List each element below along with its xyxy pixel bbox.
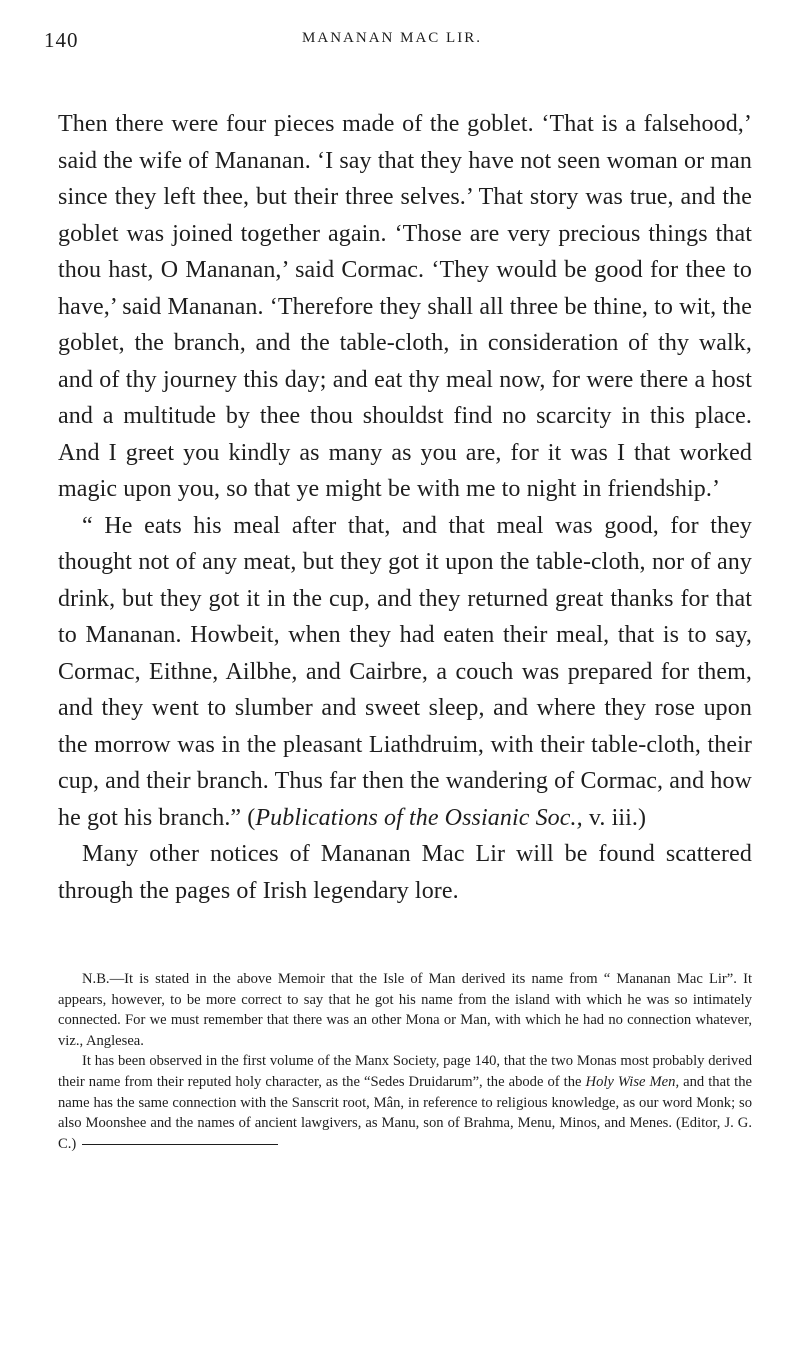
running-title: MANANAN MAC LIR. [302,30,482,46]
main-text [58,106,752,909]
closing-rule [82,1144,278,1145]
editor-note [58,969,752,1154]
note-italic-phrase: Holy Wise Men, [585,1073,680,1090]
paragraph-meal [58,508,752,837]
page-number: 140 [44,28,79,52]
source-citation: Publications of the Ossianic Soc., [255,804,583,831]
running-head [44,28,740,56]
source-volume: v. iii.) [582,804,647,831]
note-paragraph-monas [58,1051,752,1154]
paragraph-notices: Many other notices of Mananan Mac Lir will be found scattered through the pages of Irish legendary lore. [58,841,752,904]
note-text-b: and that the name has the same connection with the Sanscrit root, Mân, in reference to religious knowledge, as our word Monk; so also Moonshee and the names of ancient lawgivers, as Manu, son of Brahma, Menu, Minos, and Menes. (Editor, J. G. C.) [58,1073,752,1152]
paragraph-goblet: Then there were four pieces made of the goblet. ‘That is a falsehood,’ said the wife of Mananan. ‘I say that they have not seen woman or man since they left thee, but their three selves.’ That story was true, and the goblet was joined together again. ‘Those are very precious things that thou hast, O Mananan,’ said Cormac. ‘They would be good for thee to have,’ said Mananan. ‘Therefore they shall all three be thine, to wit, the goblet, the branch, and the table-cloth, in consideration of thy walk, and of thy journey this day; and eat thy meal now, for were there a host and a multitude by thee thou shouldst find no scarcity in this place. And I greet you kindly as many as you are, for it was I that worked magic upon you, so that ye might be with me to night in friendship.’ [58,111,752,502]
note-paragraph-name: N.B.—It is stated in the above Memoir that the Isle of Man derived its name from “ Mananan Mac Lir”. It appears, however, to be more correct to say that he got his name from the island with which he was so intimately connected. For we must remember that there was an other Mona or Man, with which he had no connection whatever, viz., Anglesea. [58,971,752,1049]
note-text-a: It has been observed in the first volume of the Manx Society, page 140, that the two Monas most probably derived their name from their reputed holy character, as the “Sedes Druidarum”, the abode of the [58,1053,752,1090]
paragraph-meal-text: “ He eats his meal after that, and that meal was good, for they thought not of any meat, but they got it upon the table-cloth, nor of any drink, but they got it in the cup, and they returned great thanks for that to Mananan. Howbeit, when they had eaten their meal, that is to say, Cormac, Eithne, Ailbhe, and Cairbre, a couch was prepared for them, and they went to slumber and sweet sleep, and where they rose upon the morrow was in the pleasant Liathdruim, with their table-cloth, their cup, and their branch. Thus far then the wandering of Cormac, and how he got his branch.” ( [58,512,752,831]
